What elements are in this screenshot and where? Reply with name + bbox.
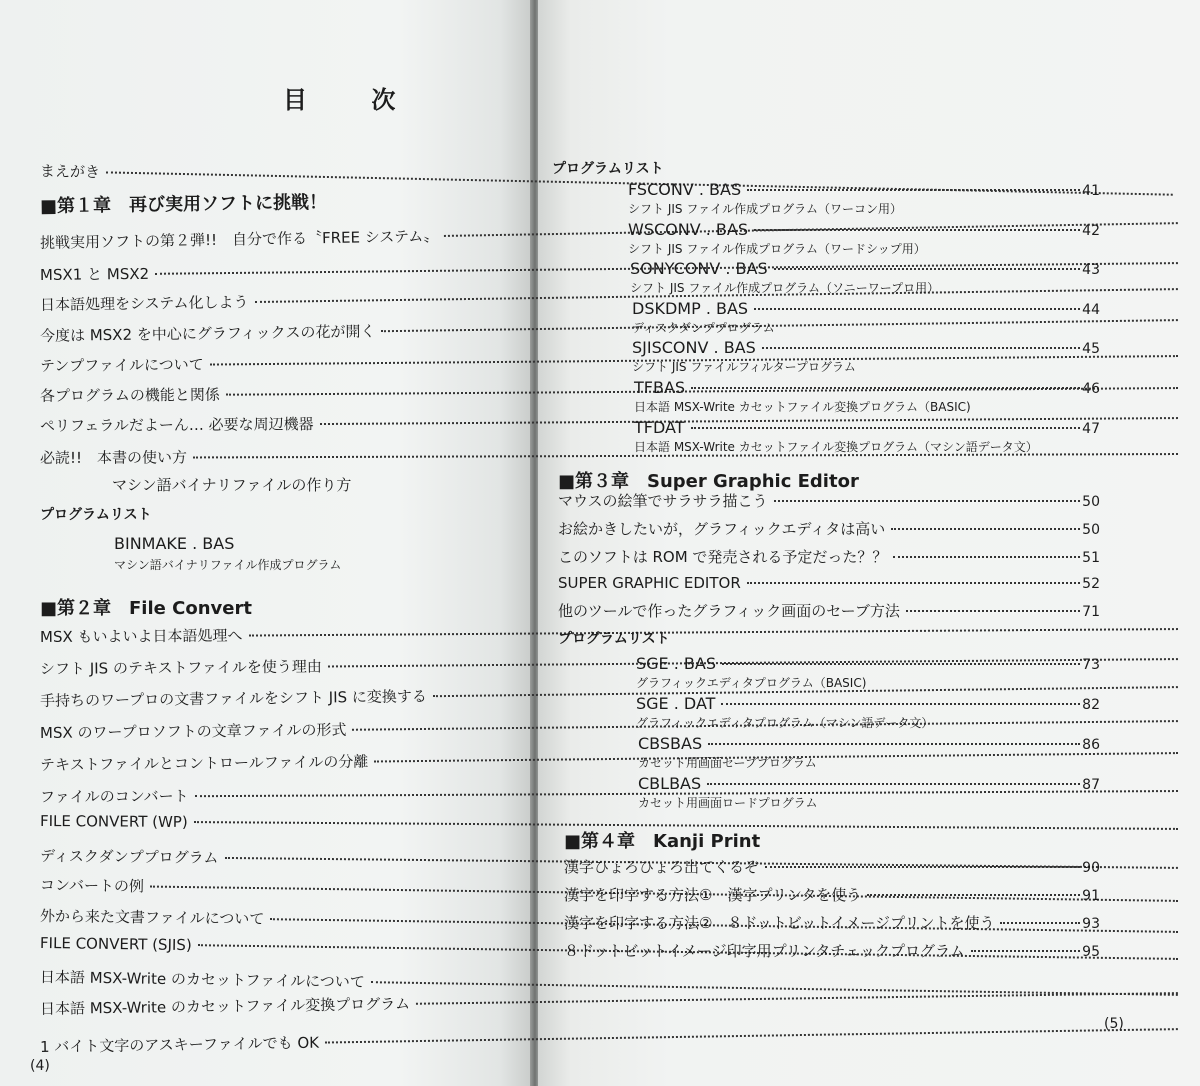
- leader-dots: [971, 950, 1080, 952]
- toc-entry-preface: まえがき: [40, 160, 1175, 205]
- toc-entry-label: 漢字を印字する方法① 漢字プリンタを使う: [564, 886, 862, 904]
- toc-entry-label: SUPER GRAPHIC EDITOR: [558, 574, 741, 592]
- page-ref: 47: [1082, 421, 1100, 437]
- program-desc: マシン語バイナリファイル作成プログラム: [114, 558, 342, 572]
- program-name: TFBAS: [634, 378, 686, 397]
- toc-entry-label: 漢字ひょろひょろ出てくるぞ: [564, 858, 760, 876]
- page-ref: 90: [1082, 860, 1100, 876]
- program-entry: [638, 734, 1100, 753]
- page-number-left: (4): [30, 1058, 50, 1074]
- toc-entry-label: ペリフェラルだよーん… 必要な周辺機器: [39, 415, 314, 435]
- program-name: SONYCONV . BAS: [630, 259, 768, 278]
- toc-entry: [564, 940, 1100, 961]
- leader-dots: [708, 743, 1080, 745]
- toc-entry-label: 必読!! 本書の使い方: [39, 448, 188, 467]
- program-desc: シフト JIS ファイル作成プログラム（ソニーワープロ用）: [630, 281, 940, 295]
- leader-dots: [1000, 922, 1080, 924]
- program-entry: [638, 774, 1100, 793]
- toc-entry-label: このソフトは ROM で発売される予定だった？？: [558, 548, 888, 566]
- toc-entry-label: 他のツールで作ったグラフィック画面のセーブ方法: [558, 602, 900, 620]
- chapter-4-heading: ■第４章 Kanji Print: [564, 831, 761, 852]
- leader-dots: [754, 229, 1080, 231]
- toc-entry: [558, 490, 1100, 511]
- page-ref: 41: [1082, 183, 1100, 199]
- leader-dots: [891, 528, 1080, 530]
- program-desc: シフト JIS ファイルフィルタープログラム: [632, 360, 856, 374]
- page-ref: 50: [1082, 494, 1100, 510]
- toc-entry-label: ファイルのコンバート: [39, 787, 189, 806]
- toc-entry-label: 各プログラムの機能と関係: [39, 385, 220, 405]
- toc-entry-label: 日本語 MSX-Write のカセットファイルについて: [39, 968, 365, 992]
- program-list-label: プログラムリスト: [40, 507, 152, 523]
- leader-dots: [765, 866, 1080, 868]
- program-desc: シフト JIS ファイル作成プログラム（ワーコン用）: [628, 202, 902, 216]
- page-ref: 43: [1082, 262, 1100, 278]
- page-ref: 93: [1082, 916, 1100, 932]
- page-ref: 42: [1082, 223, 1100, 239]
- chapter-2-heading: ■第２章 File Convert: [40, 598, 252, 619]
- leader-dots: [774, 268, 1081, 270]
- toc-entry-label: 日本語処理をシステム化しよう: [39, 293, 249, 314]
- toc-entry-label: マシン語バイナリファイルの作り方: [112, 476, 352, 494]
- toc-entry: [564, 884, 1100, 905]
- page-ref: 95: [1082, 944, 1100, 960]
- toc-entry-label: FILE CONVERT (SJIS): [39, 934, 192, 955]
- toc-entry: [558, 574, 1100, 592]
- program-name: CBSBAS: [638, 734, 703, 753]
- program-desc: カセット用画面ロードプログラム: [638, 796, 818, 810]
- program-desc: 日本語 MSX-Write カセットファイル変換プログラム（BASIC): [634, 400, 971, 414]
- program-desc: カセット用画面セーブプログラム: [638, 756, 817, 770]
- program-list-label: プログラムリスト: [558, 631, 670, 647]
- leader-dots: [381, 319, 1177, 332]
- program-name: BINMAKE . BAS: [114, 534, 235, 553]
- toc-entry: [558, 600, 1100, 621]
- program-name: SGE . BAS: [636, 654, 716, 673]
- toc-entry-label: 挑戦実用ソフトの第２弾!! 自分で作る〝FREE システム〟: [39, 227, 439, 252]
- program-entry: [636, 654, 1100, 673]
- leader-dots: [747, 189, 1080, 191]
- program-desc: グラフィックエディタプログラム（マシン語データ文）: [636, 716, 934, 730]
- program-name: WSCONV . BAS: [628, 220, 748, 239]
- toc-entry-label: ８ドットビットイメージ印字用プリンタチェックプログラム: [564, 942, 965, 960]
- leader-dots: [774, 500, 1081, 502]
- page-ref: 82: [1082, 697, 1100, 713]
- toc-entry-label: マウスの絵筆でサラサラ描こう: [558, 492, 768, 510]
- toc-entry-label: MSX のワープロソフトの文章ファイルの形式: [39, 720, 347, 742]
- leader-dots: [747, 582, 1080, 584]
- toc-entry: [564, 856, 1100, 877]
- page-ref: 87: [1082, 777, 1100, 793]
- program-desc: グラフィックエディタプログラム（BASIC): [636, 676, 867, 690]
- toc-entry-label: 漢字を印字する方法② ８ドットビットイメージプリントを使う: [564, 914, 995, 932]
- leader-dots: [691, 427, 1081, 429]
- leader-dots: [754, 308, 1080, 310]
- toc-entry-label: 日本語 MSX-Write のカセットファイル変換プログラム: [39, 994, 411, 1018]
- chapter-3-heading: ■第３章 Super Graphic Editor: [558, 471, 859, 492]
- program-entry: [632, 338, 1100, 357]
- program-name: SJISCONV . BAS: [632, 338, 756, 357]
- page-ref: 50: [1082, 522, 1100, 538]
- leader-dots: [867, 894, 1080, 896]
- leader-dots: [721, 703, 1080, 705]
- leader-dots: [249, 628, 1178, 636]
- program-entry: [628, 220, 1100, 239]
- toc-entry: [558, 546, 1100, 567]
- program-entry: [630, 259, 1100, 278]
- page-ref: 51: [1082, 550, 1100, 566]
- page-number-right: (5): [1104, 1016, 1124, 1032]
- leader-dots: [906, 610, 1080, 612]
- toc-title: 目 次: [283, 86, 424, 114]
- toc-entry-label: FILE CONVERT (WP): [39, 812, 188, 832]
- leader-dots: [893, 556, 1080, 558]
- toc-entry-label: お絵かきしたいが，グラフィックエディタは高い: [558, 520, 886, 538]
- program-desc: シフト JIS ファイル作成プログラム（ワードシップ用）: [628, 242, 926, 256]
- toc-entry-label: テキストファイルとコントロールファイルの分離: [39, 752, 369, 774]
- program-entry: [634, 378, 1100, 397]
- toc-entry: [558, 518, 1100, 539]
- page-ref: 46: [1082, 381, 1100, 397]
- toc-entry-label: 手持ちのワープロの文書ファイルをシフト JIS に変換する: [39, 687, 427, 710]
- page-ref: 86: [1082, 737, 1100, 753]
- page-ref: 44: [1082, 302, 1100, 318]
- program-entry: [632, 299, 1100, 318]
- program-list-label: プログラムリスト: [552, 161, 664, 177]
- program-desc: ディスクダンププログラム: [632, 321, 775, 335]
- program-name: FSCONV . BAS: [628, 180, 742, 199]
- page-ref: 45: [1082, 341, 1100, 357]
- toc-entry-label: 外から来た文書ファイルについて: [39, 907, 265, 929]
- toc-entry-label: コンバートの例: [39, 876, 145, 896]
- leader-dots: [416, 992, 1178, 1005]
- leader-dots: [762, 347, 1080, 349]
- page-ref: 91: [1082, 888, 1100, 904]
- program-name: SGE . DAT: [636, 694, 716, 713]
- toc-entry-label: ディスクダンププログラム: [39, 847, 219, 867]
- toc-entry-label: 1 バイト文字のアスキーファイルでも OK: [39, 1033, 320, 1056]
- program-name: TFDAT: [634, 418, 685, 437]
- chapter-1-heading: ■第１章 再び実用ソフトに挑戦！: [39, 191, 328, 217]
- toc-entry-label: 今度は MSX2 を中心にグラフィックスの花が開く: [39, 322, 376, 345]
- toc-entry: [564, 912, 1100, 933]
- program-entry: [628, 180, 1100, 199]
- toc-entry-label: MSX1 と MSX2: [39, 264, 150, 284]
- page-ref: 71: [1082, 604, 1100, 620]
- program-desc: 日本語 MSX-Write カセットファイル変換プログラム（マシン語データ文）: [634, 440, 1038, 454]
- program-name: DSKDMP . BAS: [632, 299, 749, 318]
- program-entry: [636, 694, 1100, 713]
- program-entry: [634, 418, 1100, 437]
- leader-dots: [691, 387, 1080, 389]
- page-ref: 73: [1082, 657, 1100, 673]
- program-name: CBLBAS: [638, 774, 702, 793]
- toc-entry-label: テンプファイルについて: [39, 355, 204, 375]
- page-ref: 52: [1082, 576, 1100, 592]
- toc-entry-label: MSX もいよいよ日本語処理へ: [39, 626, 243, 646]
- toc-entry-label: シフト JIS のテキストファイルを使う理由: [39, 657, 322, 678]
- leader-dots: [722, 663, 1080, 665]
- leader-dots: [707, 783, 1080, 785]
